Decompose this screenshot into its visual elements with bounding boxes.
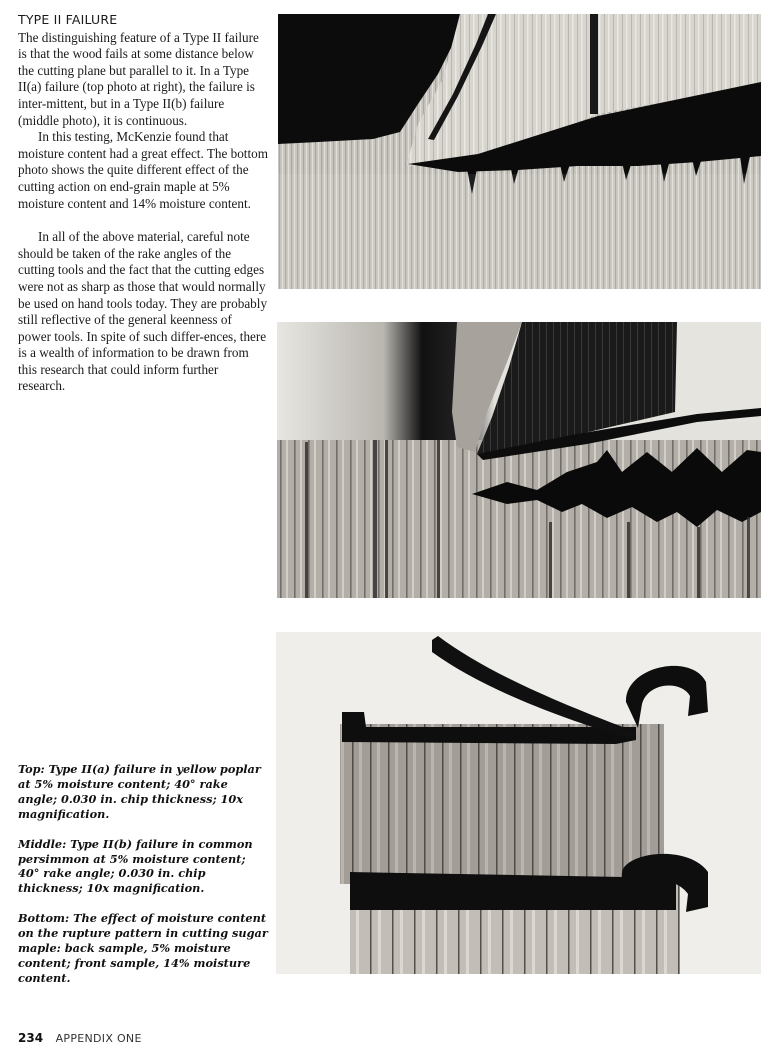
photo-type-iib-failure [277, 322, 761, 598]
page-number: 234 [18, 1031, 44, 1045]
photo-type-iia-failure [278, 14, 761, 289]
caption-bottom-photo: Bottom: The effect of moisture content on the rupture pattern in cutting sugar maple: back sample, 5% moisture content; front sample, 14% moisture content. [18, 911, 268, 985]
paragraph-rake-angles: In all of the above material, careful note should be taken of the rake angles of the cutting tools and the fact that the cutting edges were not as sharp as those that would normally be used on hand tools today. They are probably still reflective of the general keenness of power tools. In spite of such differ-ences, there is a wealth of information to be drawn from this research that could inform further research. [18, 229, 268, 394]
paragraph-moisture-effect: In this testing, McKenzie found that moisture content had a great effect. The bottom photo shows the quite different effect of the cutting action on end-grain maple at 5% moisture content and 14% moisture content. [18, 129, 268, 211]
photo-moisture-effect-maple [276, 632, 761, 974]
caption-middle-photo: Middle: Type II(b) failure in common persimmon at 5% moisture content; 40° rake angle; 0.030 in. chip thickness; 10x magnification. [18, 836, 253, 896]
caption-top-photo: Top: Type II(a) failure in yellow poplar at 5% moisture content; 40° rake angle; 0.030 in. chip thickness; 10x magnification. [18, 762, 261, 821]
page-footer [18, 1031, 142, 1045]
photo-captions [18, 762, 268, 1001]
paragraph-type-ii-definition: The distinguishing feature of a Type II failure is that the wood fails at some distance below the cutting plane but parallel to it. In a Type II(a) failure (top photo at right), the failure is inter-mittent, but in a Type II(b) failure (middle photo), it is continuous. [18, 29, 259, 128]
article-column [18, 12, 268, 395]
section-heading: TYPE II FAILURE [18, 12, 118, 27]
running-footer-section: APPENDIX ONE [55, 1032, 142, 1045]
